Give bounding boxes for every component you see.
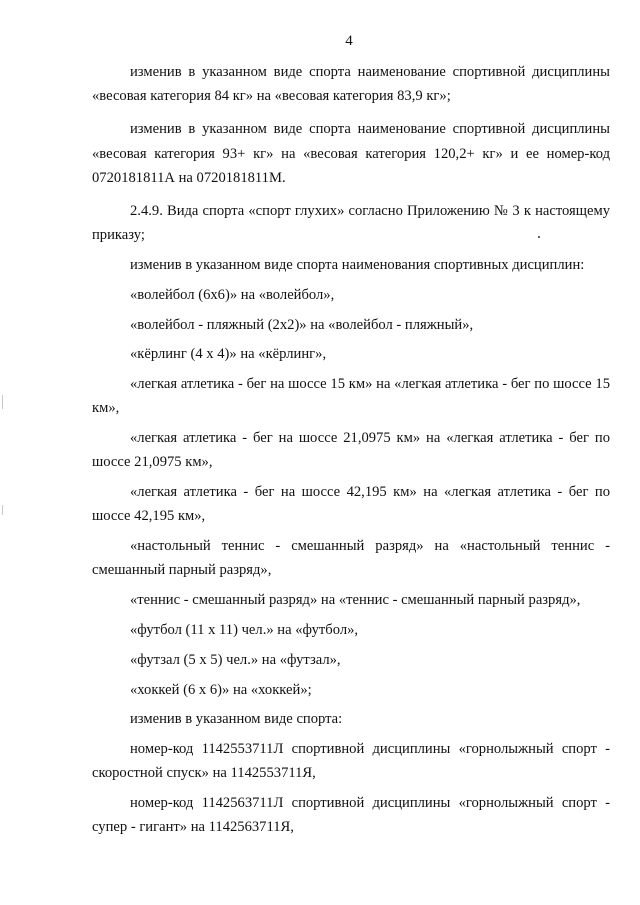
list-item: «легкая атлетика - бег на шоссе 15 км» на «легкая атлетика - бег по шоссе 15 км», — [92, 376, 610, 417]
paragraph: изменив в указанном виде спорта: — [130, 711, 343, 728]
paragraph: изменив в указанном виде спорта наименование спортивной дисциплины «весовая категория 93+ кг» на «весовая категория 120,2+ кг» и ее номер-код 0720181811А на 0720181811М. — [92, 121, 610, 186]
list-item: «волейбол - пляжный (2х2)» на «волейбол - пляжный», — [130, 316, 474, 333]
page-number: 4 — [345, 33, 353, 49]
scan-edge-mark — [2, 395, 3, 409]
list-item: «легкая атлетика - бег на шоссе 42,195 км» на «легкая атлетика - бег по шоссе 42,195 км», — [92, 484, 610, 525]
paragraph: изменив в указанном виде спорта наименования спортивных дисциплин: — [130, 257, 585, 274]
list-item: «легкая атлетика - бег на шоссе 21,0975 км» на «легкая атлетика - бег по шоссе 21,0975 км», — [92, 430, 610, 471]
scan-edge-mark — [2, 505, 3, 515]
paragraph: 2.4.9. Вида спорта «спорт глухих» согласно Приложению № 3 к настоящему приказу; — [92, 203, 610, 244]
list-item: «футбол (11 х 11) чел.» на «футбол», — [130, 622, 359, 638]
list-item: «футзал (5 х 5) чел.» на «футзал», — [130, 651, 341, 668]
list-item: номер-код 1142563711Л спортивной дисциплины «горнолыжный спорт - супер - гигант» на 1142563711Я, — [92, 795, 610, 836]
document-body — [92, 60, 610, 840]
list-item: «настольный теннис - смешанный разряд» на «настольный теннис - смешанный парный разряд», — [92, 538, 610, 579]
list-item: «кёрлинг (4 х 4)» на «кёрлинг», — [130, 346, 327, 363]
list-item: «волейбол (6х6)» на «волейбол», — [130, 286, 335, 303]
paragraph: изменив в указанном виде спорта наименование спортивной дисциплины «весовая категория 84 кг» на «весовая категория 83,9 кг»; — [92, 64, 610, 105]
list-item: номер-код 1142553711Л спортивной дисциплины «горнолыжный спорт - скоростной спуск» на 1142553711Я, — [92, 741, 610, 782]
list-item: «теннис - смешанный разряд» на «теннис - смешанный парный разряд», — [130, 592, 581, 609]
list-item: «хоккей (6 х 6)» на «хоккей»; — [130, 681, 312, 698]
